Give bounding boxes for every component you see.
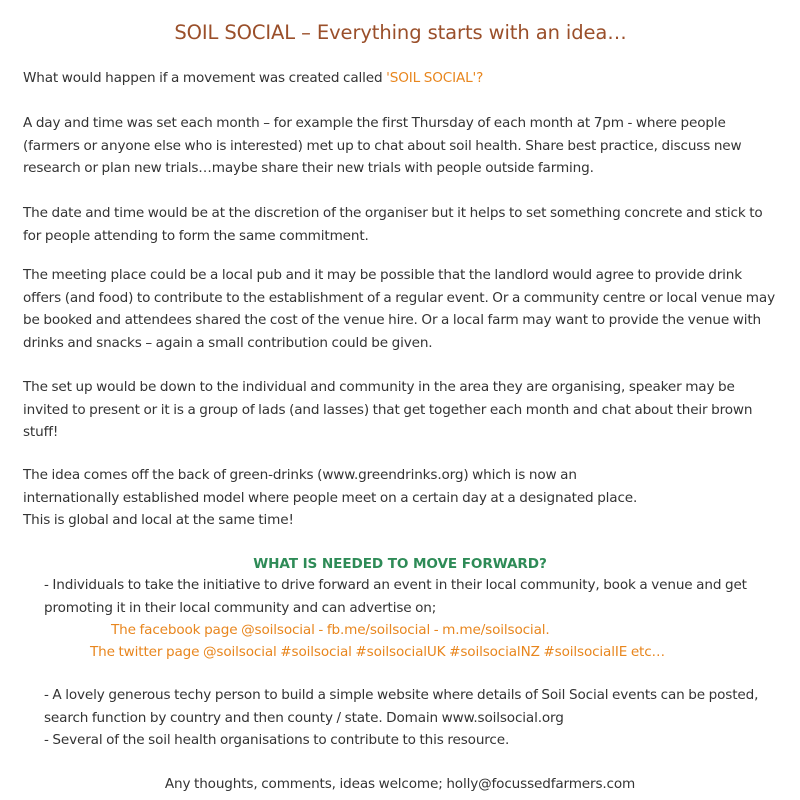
intro-text: What would happen if a movement was created called <box>23 70 387 86</box>
facebook-links: The facebook page @soilsocial - fb.me/soilsocial - m.me/soilsocial. <box>111 622 550 638</box>
paragraph-set-up: The set up would be down to the individual and community in the area they are organising, speaker may be invited to present or it is a group of lads (and lasses) that get together each month and chat about their brown stuff! <box>23 379 753 440</box>
footer-contact: Any thoughts, comments, ideas welcome; holly@focussedfarmers.com <box>164 776 636 792</box>
paragraph-green-drinks: The idea comes off the back of green-drinks (www.greendrinks.org) which is now an internationally established model where people meet on a certain day at a designated place. This is global and local at the same time! <box>23 467 638 528</box>
list-item-organisations: - Several of the soil health organisations to contribute to this resource. <box>44 732 510 748</box>
paragraph-meeting-place: The meeting place could be a local pub and it may be possible that the landlord would agree to provide drink offers (and food) to contribute to the establishment of a regular event. Or a community centre or local venue may be booked and attendees shared the cost of the venue hire. Or a local farm may want to provide the venue with drinks and snacks – again a small contribution could be given. <box>23 267 775 351</box>
list-item-individuals: - Individuals to take the initiative to drive forward an event in their local community, book a venue and get promoting it in their local community and can advertise on; <box>44 577 747 616</box>
soil-social-highlight: 'SOIL SOCIAL'? <box>386 70 484 86</box>
page-title: SOIL SOCIAL – Everything starts with an idea… <box>174 21 627 44</box>
intro-paragraph <box>23 67 783 90</box>
list-item-website: - A lovely generous techy person to build a simple website where details of Soil Social events can be posted, search function by country and then county / state. Domain www.soilsocial.org <box>44 687 759 726</box>
paragraph-meeting-schedule: A day and time was set each month – for example the first Thursday of each month at 7pm - where people (farmers or anyone else who is interested) met up to chat about soil health. Share best practice, discuss new research or plan new trials…maybe share their new trials with people outside farming. <box>23 115 742 176</box>
twitter-links: The twitter page @soilsocial #soilsocial #soilsocialUK #soilsocialNZ #soilsocialIE etc… <box>90 644 665 660</box>
needed-heading: WHAT IS NEEDED TO MOVE FORWARD? <box>253 556 547 572</box>
paragraph-date-time: The date and time would be at the discretion of the organiser but it helps to set something concrete and stick to for people attending to form the same commitment. <box>23 205 763 244</box>
